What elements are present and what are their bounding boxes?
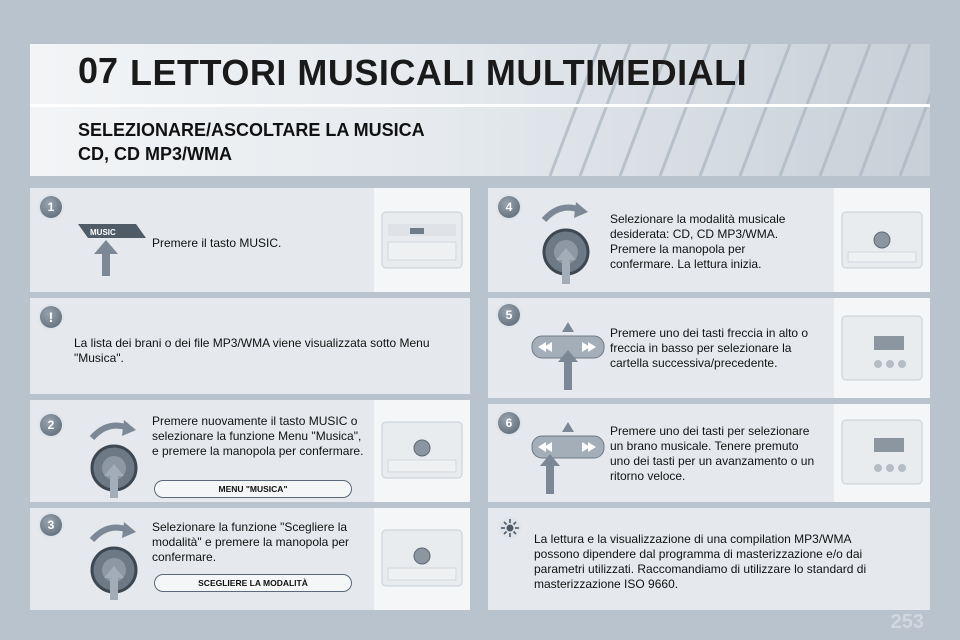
radio-unit-thumbnail	[834, 188, 930, 292]
rotary-knob-icon	[84, 520, 144, 602]
subtitle-line-1: SELEZIONARE/ASCOLTARE LA MUSICA	[78, 120, 425, 140]
step-4-panel	[488, 188, 930, 292]
step-number-badge: 6	[498, 412, 520, 434]
step-6-panel	[488, 404, 930, 502]
warning-text: La lista dei brani o dei file MP3/WMA viene visualizzata sotto Menu "Musica".	[74, 336, 430, 365]
step-2-text: Premere nuovamente il tasto MUSIC o selezionare la funzione Menu "Musica", e premere la manopola per confermare.	[152, 414, 364, 458]
step-number-badge: 2	[40, 414, 62, 436]
step-4-text: Selezionare la modalità musicale desiderata: CD, CD MP3/WMA. Premere la manopola per confermare. La lettura inizia.	[610, 212, 786, 271]
section-subtitle	[78, 118, 425, 166]
tip-text: La lettura e la visualizzazione di una compilation MP3/WMA possono dipendere dal programma di masterizzazione e/o dai parametri utilizzati. Raccomandiamo di utilizzare lo standard di masterizzazione ISO 9660.	[534, 532, 867, 591]
rotary-knob-icon	[84, 418, 144, 500]
subtitle-line-2: CD, CD MP3/WMA	[78, 144, 232, 164]
warning-icon: !	[40, 306, 62, 328]
step-5-text: Premere uno dei tasti freccia in alto o freccia in basso per selezionare la cartella successiva/precedente.	[610, 326, 809, 370]
step-3-text: Selezionare la funzione "Scegliere la modalità" e premere la manopola per confermare.	[152, 520, 350, 564]
radio-unit-thumbnail	[834, 298, 930, 398]
step-number-badge: 5	[498, 304, 520, 326]
page-number: 253	[890, 611, 924, 633]
rotary-knob-icon	[536, 200, 596, 286]
step-number-badge: 3	[40, 514, 62, 536]
tip-panel	[488, 508, 930, 610]
lightbulb-icon	[498, 516, 522, 540]
step-3-panel	[30, 508, 470, 610]
step-number-badge: 1	[40, 196, 62, 218]
step-number-badge: 4	[498, 196, 520, 218]
page-title: LETTORI MUSICALI MULTIMEDIALI	[130, 52, 748, 93]
step-1-panel	[30, 188, 470, 292]
radio-unit-thumbnail	[834, 404, 930, 502]
step-5-panel	[488, 298, 930, 398]
music-key-label: MUSIC	[90, 228, 116, 237]
radio-unit-thumbnail	[374, 400, 470, 502]
warning-panel	[30, 298, 470, 394]
menu-musica-label: MENU "MUSICA"	[154, 480, 352, 498]
radio-unit-thumbnail	[374, 508, 470, 610]
step-6-text: Premere uno dei tasti per selezionare un brano musicale. Tenere premuto uno dei tasti per un avanzamento o un ritorno veloce.	[610, 424, 815, 483]
step-2-panel	[30, 400, 470, 502]
arrow-keys-icon	[524, 420, 610, 496]
radio-unit-thumbnail	[374, 188, 470, 292]
scegliere-modalita-label: SCEGLIERE LA MODALITÀ	[154, 574, 352, 592]
arrow-keys-icon	[524, 318, 610, 392]
chapter-number: 07	[78, 50, 119, 91]
step-1-text: Premere il tasto MUSIC.	[152, 236, 282, 250]
title-divider	[30, 104, 930, 107]
music-key-icon	[72, 210, 152, 280]
